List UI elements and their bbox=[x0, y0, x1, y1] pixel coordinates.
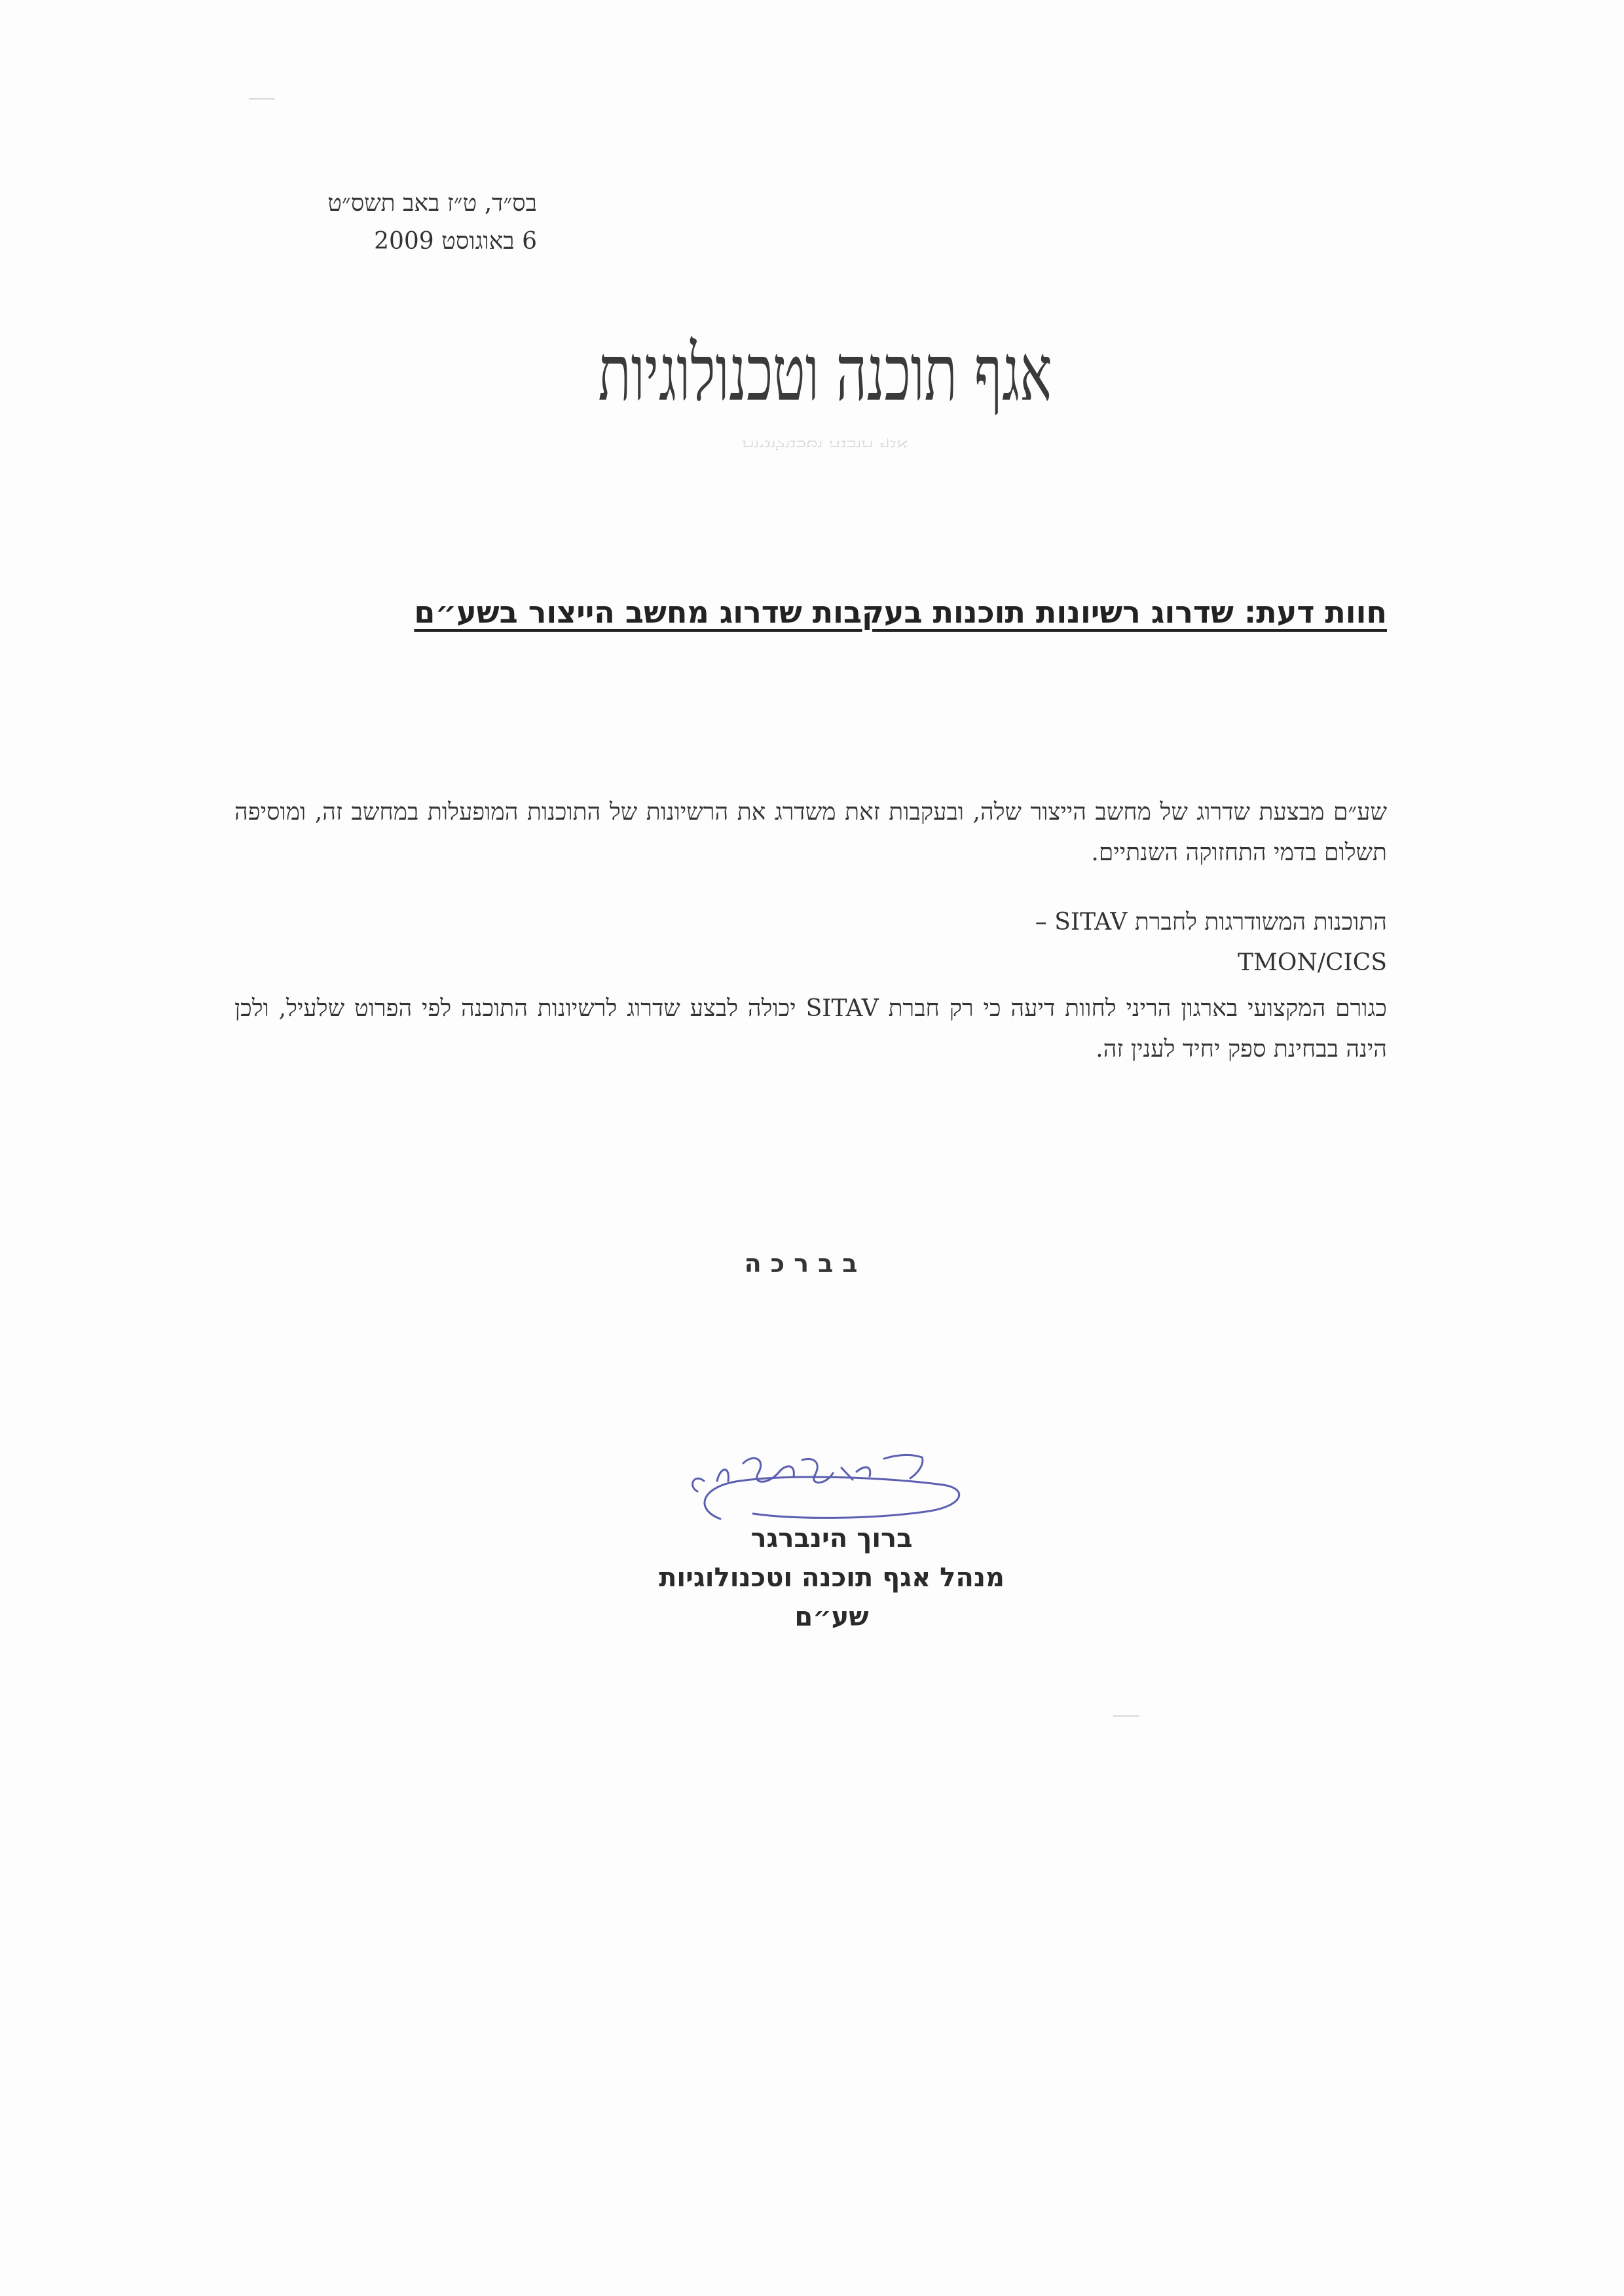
paragraph-3: כגורם המקצועי בארגון הריני לחוות דיעה כי רק חברת SITAV יכולה לבצע שדרוג לרשיונות התוכנה לפי הפרוט שלעיל, ולכן הינה בבחינת ספק יחיד לענין זה. bbox=[234, 995, 1387, 1063]
gregorian-date: 6 באוגוסט 2009 bbox=[374, 228, 537, 255]
paragraph-2-line-1: התוכנות המשודרגות לחברת SITAV – bbox=[1035, 909, 1387, 936]
scan-mark bbox=[249, 98, 275, 100]
date-block bbox=[79, 185, 537, 261]
subject-line bbox=[208, 592, 1387, 632]
hebrew-date: בס״ד, ט״ז באב תשס״ט bbox=[327, 190, 537, 217]
signer-block bbox=[576, 1519, 1087, 1637]
paragraph-2 bbox=[234, 902, 1387, 983]
paragraph-2-line-2: TMON/CICS bbox=[1238, 949, 1387, 976]
department-logo bbox=[598, 328, 1052, 462]
greeting: בברכה bbox=[744, 1249, 867, 1278]
logo-reflection-text: אגף תוכנה וטכנולוגיות bbox=[742, 437, 908, 452]
signer-name: ברוך הינברגר bbox=[750, 1523, 913, 1554]
signer-org: שע״ם bbox=[794, 1602, 869, 1632]
scan-mark bbox=[1113, 1715, 1139, 1717]
signer-title: מנהל אגף תוכנה וטכנולוגיות bbox=[659, 1563, 1005, 1593]
logo-text: אגף תוכנה וטכנולוגיות bbox=[598, 328, 1052, 419]
subject-text: חוות דעת: שדרוג רשיונות תוכנות בעקבות שדרוג מחשב הייצור בשע״ם bbox=[414, 594, 1387, 630]
paragraph-1: שע״ם מבצעת שדרוג של מחשב הייצור שלה, ובעקבות זאת משדרג את הרשיונות של התוכנות המופעלות במחשב זה, ומוסיפה תשלום בדמי התחזוקה השנתיים. bbox=[234, 799, 1387, 866]
